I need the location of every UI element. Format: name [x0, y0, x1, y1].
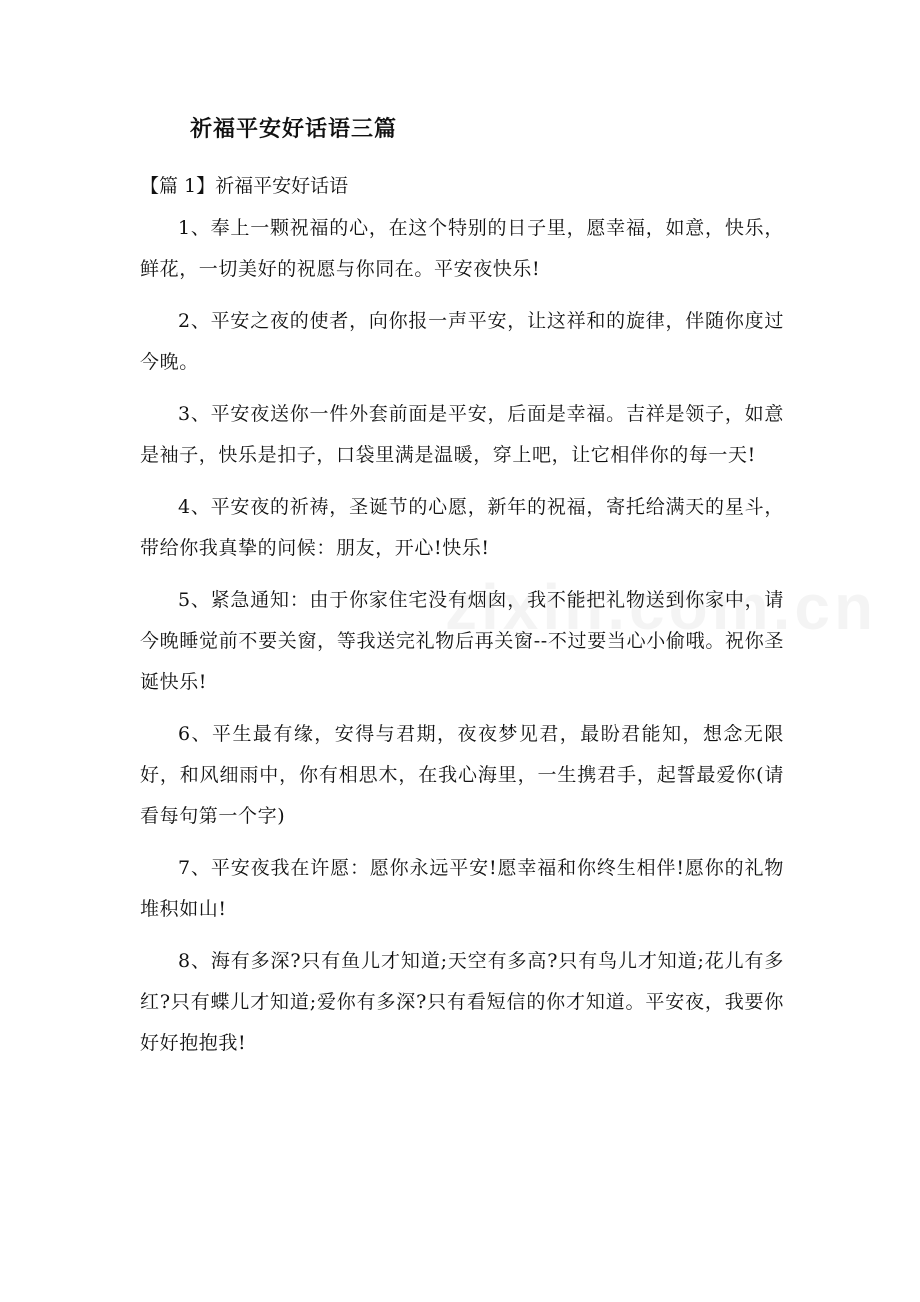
paragraph: 4、平安夜的祈祷，圣诞节的心愿，新年的祝福，寄托给满天的星斗，带给你我真挚的问候：朋友，开心!快乐!	[140, 496, 784, 559]
section-heading: 【篇 1】祈福平安好话语	[140, 175, 349, 197]
watermark	[445, 570, 877, 644]
paragraph: 1、奉上一颗祝福的心，在这个特别的日子里，愿幸福，如意，快乐，鲜花，一切美好的祝愿与你同在。平安夜快乐!	[140, 217, 784, 280]
paragraph: 3、平安夜送你一件外套前面是平安，后面是幸福。吉祥是领子，如意是袖子，快乐是扣子，口袋里满是温暖，穿上吧，让它相伴你的每一天!	[140, 403, 784, 466]
paragraph: 8、海有多深?只有鱼儿才知道;天空有多高?只有鸟儿才知道;花儿有多红?只有蝶儿才知道;爱你有多深?只有看短信的你才知道。平安夜，我要你好好抱抱我!	[140, 950, 784, 1054]
paragraph: 2、平安之夜的使者，向你报一声平安，让这祥和的旋律，伴随你度过今晚。	[140, 310, 784, 373]
document-title: 祈福平安好话语三篇	[190, 116, 398, 142]
paragraph: 7、平安夜我在许愿：愿你永远平安!愿幸福和你终生相伴!愿你的礼物堆积如山!	[140, 857, 784, 920]
paragraph: 6、平生最有缘，安得与君期，夜夜梦见君，最盼君能知，想念无限好，和风细雨中，你有相思木，在我心海里，一生携君手，起誓最爱你(请看每句第一个字)	[140, 723, 784, 827]
paragraph: 5、紧急通知：由于你家住宅没有烟囱，我不能把礼物送到你家中，请今晚睡觉前不要关窗，等我送完礼物后再关窗--不过要当心小偷哦。祝你圣诞快乐!	[140, 589, 784, 693]
